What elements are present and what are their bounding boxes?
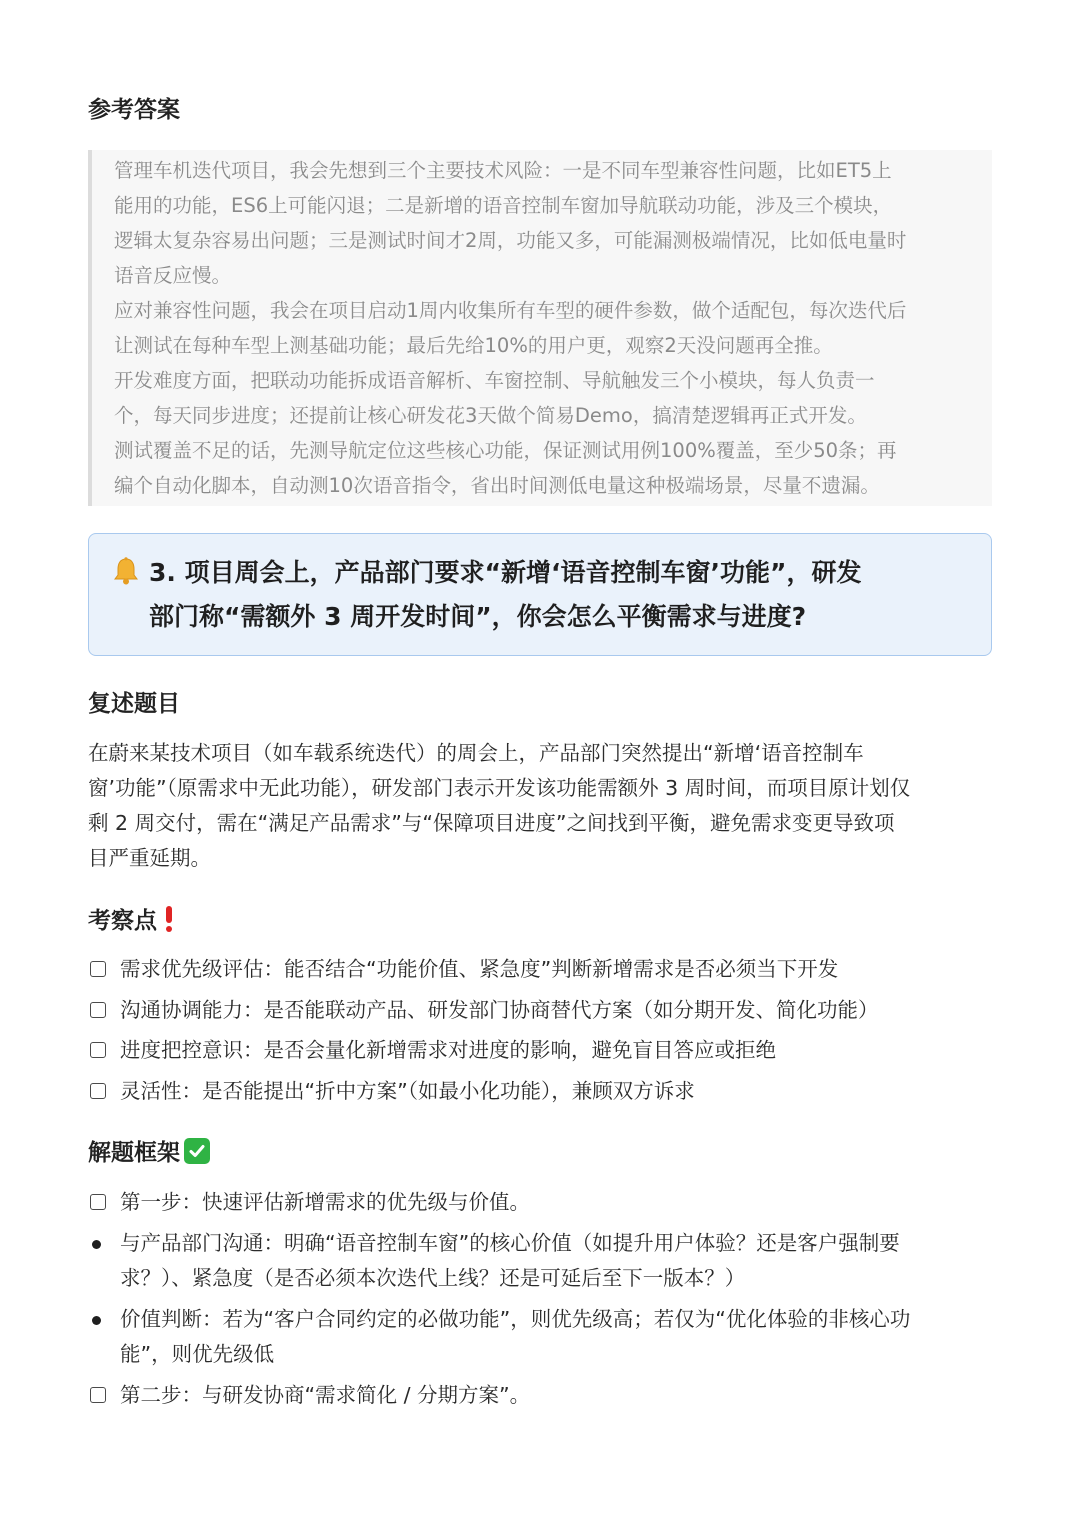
checkbox[interactable] — [90, 1042, 106, 1058]
restate-line: 剩 2 周交付，需在“满足产品需求”与“保障项目进度”之间找到平衡，避免需求变更导致项 — [88, 811, 895, 835]
checkbox[interactable] — [90, 1083, 106, 1099]
bullet-item — [88, 1226, 992, 1261]
checklist-item — [88, 1185, 992, 1220]
question-line: 3. 项目周会上，产品部门要求“新增‘语音控制车窗’功能”，研发 — [149, 558, 862, 587]
checklist-item — [88, 993, 992, 1028]
quote-line: 应对兼容性问题，我会在项目启动1周内收集所有车型的硬件参数，做个适配包，每次迭代后 — [114, 299, 907, 322]
checkbox[interactable] — [90, 961, 106, 977]
quote-line: 测试覆盖不足的话，先测导航定位这些核心功能，保证测试用例100%覆盖，至少50条；再 — [114, 439, 897, 462]
quote-line: 能用的功能，ES6上可能闪退；二是新增的语音控制车窗加导航联动功能，涉及三个模块， — [114, 194, 893, 217]
checklist-item — [88, 1033, 992, 1068]
bullet-continuation — [88, 1261, 992, 1296]
bullet-dot — [92, 1316, 101, 1325]
bullet-line: 求？）、紧急度（是否必须本次迭代上线？还是可延后至下一版本？） — [120, 1266, 746, 1290]
checkbox[interactable] — [90, 1194, 106, 1210]
checklist-item-text: 需求优先级评估：能否结合“功能价值、紧急度”判断新增需求是否必须当下开发 — [120, 957, 839, 981]
bullet-dot — [92, 1240, 101, 1249]
quote-line: 逻辑太复杂容易出问题；三是测试时间才2周，功能又多，可能漏测极端情况，比如低电量时 — [114, 229, 907, 252]
bullet-line: 能”，则优先级低 — [120, 1342, 275, 1366]
checkbox[interactable] — [90, 1387, 106, 1403]
restate-line: 在蔚来某技术项目（如车载系统迭代）的周会上，产品部门突然提出“新增‘语音控制车 — [88, 741, 864, 765]
exclamation-icon — [165, 906, 173, 932]
question-line: 部门称“需额外 3 周开发时间”，你会怎么平衡需求与进度? — [149, 602, 807, 631]
quote-line: 编个自动化脚本，自动测10次语音指令，省出时间测低电量这种极端场景，尽量不遗漏。 — [114, 474, 880, 497]
checkbox[interactable] — [90, 1002, 106, 1018]
checklist-item — [88, 1074, 992, 1109]
quote-line: 让测试在每种车型上测基础功能；最后先给10%的用户更，观察2天没问题再全推。 — [114, 334, 833, 357]
framework-heading — [88, 1137, 210, 1169]
reference-heading: 参考答案 — [88, 97, 180, 123]
points-heading-text: 考察点 — [88, 908, 157, 934]
quote-line: 开发难度方面，把联动功能拆成语音解析、车窗控制、导航触发三个小模块，每人负责一 — [114, 369, 875, 392]
restate-line: 窗’功能”（原需求中无此功能），研发部门表示开发该功能需额外 3 周时间，而项目原计划仅 — [88, 776, 911, 800]
quote-line: 语音反应慢。 — [114, 264, 232, 287]
check-mark-icon — [184, 1138, 210, 1164]
restate-line: 目严重延期。 — [88, 846, 211, 870]
points-heading — [88, 905, 173, 937]
bullet-item — [88, 1302, 992, 1337]
checklist-item — [88, 1378, 992, 1413]
restate-heading: 复述题目 — [88, 691, 180, 717]
question-callout — [88, 533, 992, 656]
checklist-item-text: 灵活性：是否能提出“折中方案”（如最小化功能），兼顾双方诉求 — [120, 1079, 695, 1103]
checklist-item-text: 沟通协调能力：是否能联动产品、研发部门协商替代方案（如分期开发、简化功能） — [120, 998, 879, 1022]
bullet-line: 价值判断：若为“客户合同约定的必做功能”，则优先级高；若仅为“优化体验的非核心功 — [120, 1307, 911, 1331]
bell-icon — [111, 556, 141, 586]
step-one-text: 第一步：快速评估新增需求的优先级与价值。 — [120, 1190, 530, 1214]
bullet-continuation — [88, 1337, 992, 1372]
reference-quote-block — [88, 150, 992, 506]
framework-heading-text: 解题框架 — [88, 1140, 180, 1166]
checklist-item-text: 进度把控意识：是否会量化新增需求对进度的影响，避免盲目答应或拒绝 — [120, 1038, 776, 1062]
quote-line: 个，每天同步进度；还提前让核心研发花3天做个简易Demo，搞清楚逻辑再正式开发。 — [114, 404, 867, 427]
step-two-text: 第二步：与研发协商“需求简化 / 分期方案”。 — [120, 1383, 531, 1407]
checklist-item — [88, 952, 992, 987]
quote-line: 管理车机迭代项目，我会先想到三个主要技术风险：一是不同车型兼容性问题，比如ET5上 — [114, 159, 892, 182]
bullet-line: 与产品部门沟通：明确“语音控制车窗”的核心价值（如提升用户体验？还是客户强制要 — [120, 1231, 900, 1255]
